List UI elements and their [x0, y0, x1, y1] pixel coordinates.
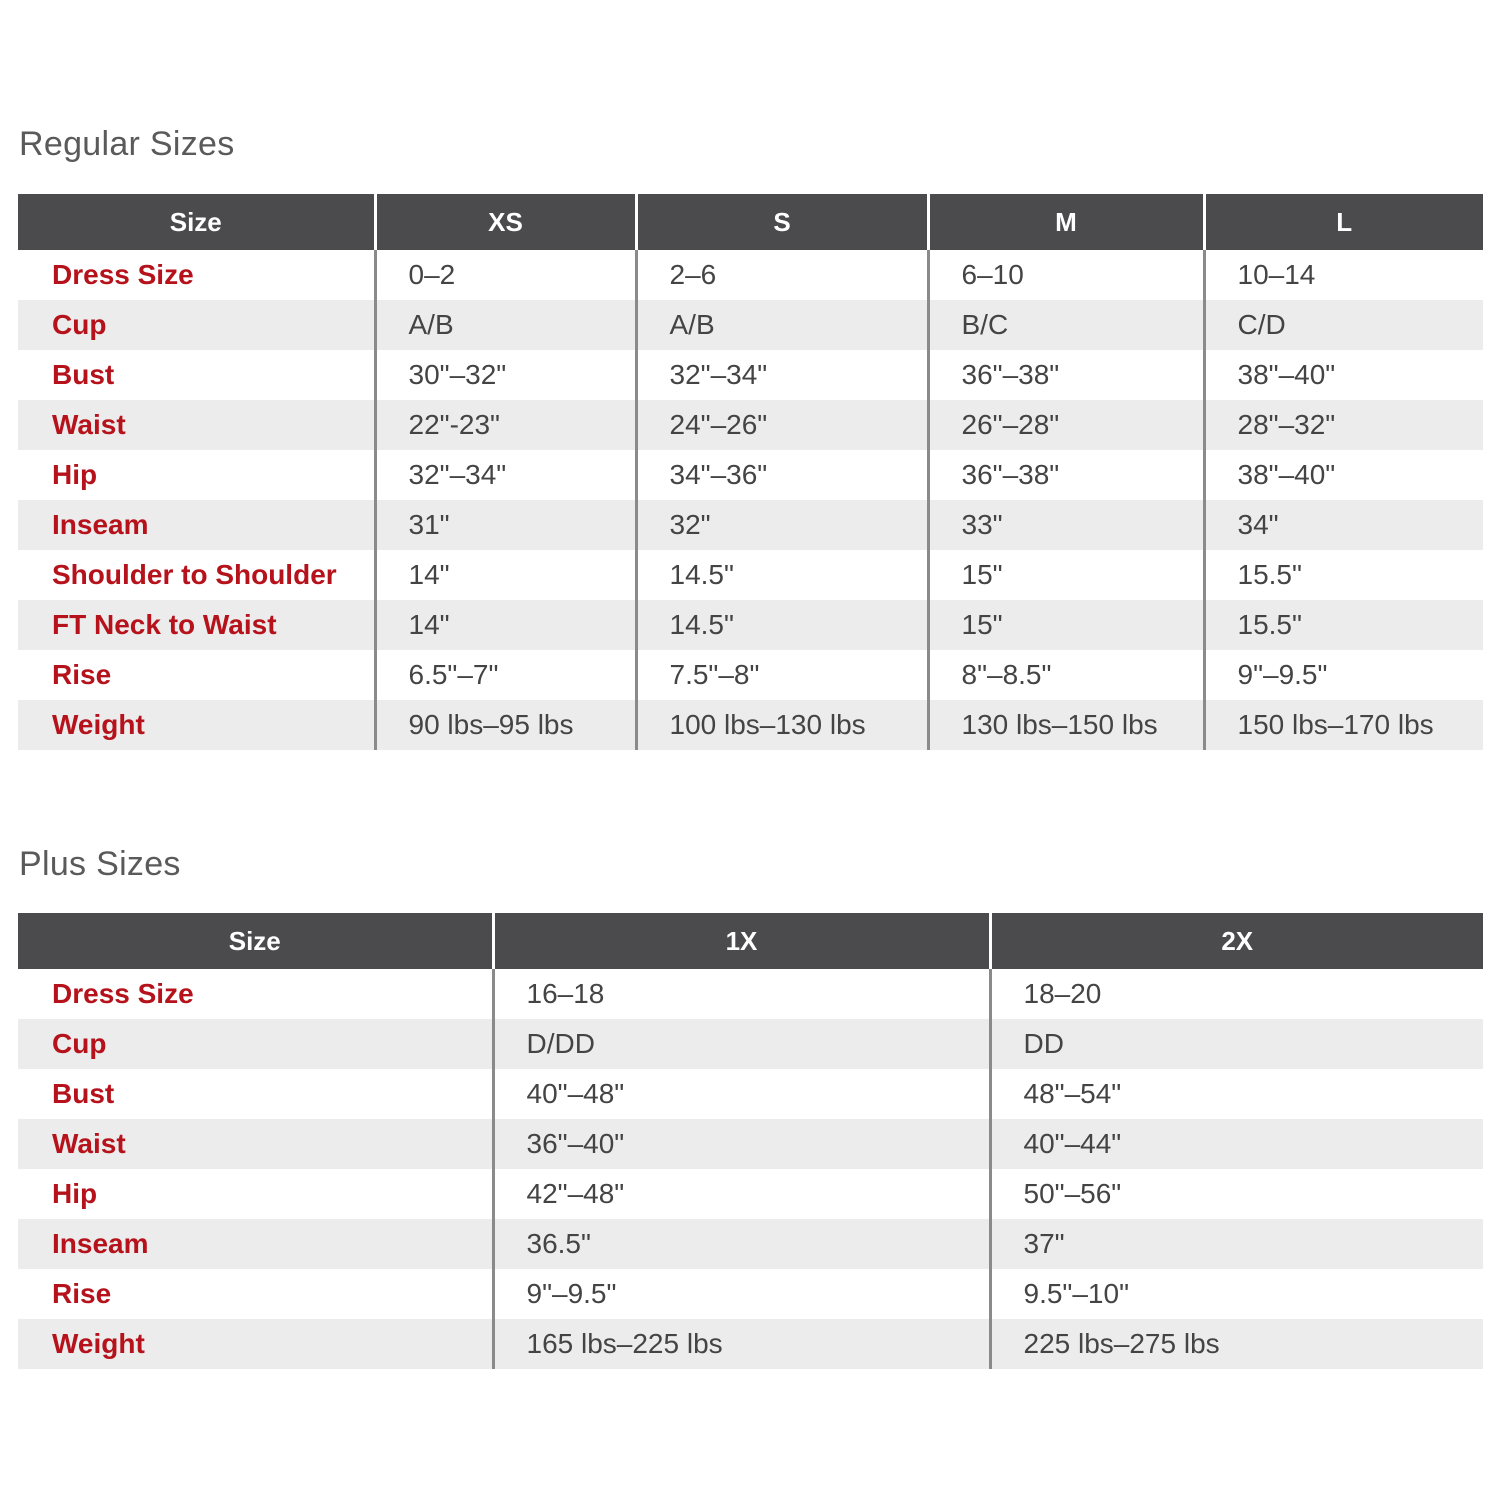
row-label: Cup: [18, 1019, 493, 1069]
table-cell: 50"–56": [990, 1169, 1483, 1219]
table-cell: 38"–40": [1204, 450, 1483, 500]
table-cell: 33": [928, 500, 1204, 550]
table-row: [18, 550, 1483, 600]
table-cell: 40"–48": [493, 1069, 990, 1119]
table-cell: 34"–36": [636, 450, 928, 500]
row-label: Bust: [18, 350, 375, 400]
table-cell: 9"–9.5": [1204, 650, 1483, 700]
column-header-size: Size: [18, 913, 493, 969]
table-cell: 14.5": [636, 600, 928, 650]
table-row: [18, 1069, 1483, 1119]
table-row: [18, 300, 1483, 350]
table-cell: 7.5"–8": [636, 650, 928, 700]
table-cell: 24"–26": [636, 400, 928, 450]
table-row: [18, 1319, 1483, 1369]
row-label: Waist: [18, 1119, 493, 1169]
table-cell: 130 lbs–150 lbs: [928, 700, 1204, 750]
row-label: Weight: [18, 1319, 493, 1369]
table-row: [18, 969, 1483, 1019]
regular-sizes-table: [18, 194, 1483, 750]
table-row: [18, 1219, 1483, 1269]
table-cell: 32"–34": [636, 350, 928, 400]
column-header-2x: 2X: [990, 913, 1483, 969]
row-label: FT Neck to Waist: [18, 600, 375, 650]
table-row: [18, 600, 1483, 650]
row-label: Cup: [18, 300, 375, 350]
table-row: [18, 250, 1483, 300]
table-cell: 6.5"–7": [375, 650, 636, 700]
row-label: Hip: [18, 450, 375, 500]
table-cell: B/C: [928, 300, 1204, 350]
table-row: [18, 1269, 1483, 1319]
table-cell: 8"–8.5": [928, 650, 1204, 700]
regular-sizes-title: Regular Sizes: [19, 125, 235, 163]
table-cell: 0–2: [375, 250, 636, 300]
table-cell: 9"–9.5": [493, 1269, 990, 1319]
row-label: Dress Size: [18, 250, 375, 300]
table-row: [18, 500, 1483, 550]
table-cell: 14": [375, 550, 636, 600]
table-cell: 16–18: [493, 969, 990, 1019]
row-label: Hip: [18, 1169, 493, 1219]
table-row: [18, 1169, 1483, 1219]
table-row: [18, 450, 1483, 500]
table-row: [18, 400, 1483, 450]
column-header-xs: XS: [375, 194, 636, 250]
table-cell: 9.5"–10": [990, 1269, 1483, 1319]
table-cell: 10–14: [1204, 250, 1483, 300]
plus-sizes-title: Plus Sizes: [19, 845, 181, 883]
row-label: Shoulder to Shoulder: [18, 550, 375, 600]
column-header-1x: 1X: [493, 913, 990, 969]
table-cell: 150 lbs–170 lbs: [1204, 700, 1483, 750]
table-cell: 38"–40": [1204, 350, 1483, 400]
table-cell: 36.5": [493, 1219, 990, 1269]
table-cell: 28"–32": [1204, 400, 1483, 450]
row-label: Rise: [18, 1269, 493, 1319]
table-cell: 14": [375, 600, 636, 650]
table-cell: 165 lbs–225 lbs: [493, 1319, 990, 1369]
row-label: Waist: [18, 400, 375, 450]
column-header-size: Size: [18, 194, 375, 250]
table-cell: 14.5": [636, 550, 928, 600]
table-cell: 32"–34": [375, 450, 636, 500]
table-cell: 40"–44": [990, 1119, 1483, 1169]
table-row: [18, 1119, 1483, 1169]
row-label: Inseam: [18, 1219, 493, 1269]
table-cell: 15": [928, 600, 1204, 650]
table-cell: 37": [990, 1219, 1483, 1269]
table-cell: 15.5": [1204, 600, 1483, 650]
table-cell: 30"–32": [375, 350, 636, 400]
row-label: Dress Size: [18, 969, 493, 1019]
table-header-row: [18, 913, 1483, 969]
row-label: Rise: [18, 650, 375, 700]
column-header-s: S: [636, 194, 928, 250]
table-cell: 18–20: [990, 969, 1483, 1019]
plus-sizes-table: [18, 913, 1483, 1369]
table-cell: 36"–38": [928, 450, 1204, 500]
table-cell: A/B: [375, 300, 636, 350]
table-cell: DD: [990, 1019, 1483, 1069]
table-cell: A/B: [636, 300, 928, 350]
table-cell: 32": [636, 500, 928, 550]
table-header-row: [18, 194, 1483, 250]
row-label: Bust: [18, 1069, 493, 1119]
table-cell: D/DD: [493, 1019, 990, 1069]
table-cell: 36"–40": [493, 1119, 990, 1169]
column-header-l: L: [1204, 194, 1483, 250]
table-row: [18, 1019, 1483, 1069]
table-cell: 34": [1204, 500, 1483, 550]
table-cell: 15": [928, 550, 1204, 600]
table-row: [18, 700, 1483, 750]
table-cell: 225 lbs–275 lbs: [990, 1319, 1483, 1369]
table-cell: 100 lbs–130 lbs: [636, 700, 928, 750]
table-row: [18, 650, 1483, 700]
table-cell: 15.5": [1204, 550, 1483, 600]
row-label: Weight: [18, 700, 375, 750]
table-cell: 31": [375, 500, 636, 550]
row-label: Inseam: [18, 500, 375, 550]
column-header-m: M: [928, 194, 1204, 250]
table-cell: C/D: [1204, 300, 1483, 350]
table-cell: 26"–28": [928, 400, 1204, 450]
table-cell: 42"–48": [493, 1169, 990, 1219]
table-cell: 22"-23": [375, 400, 636, 450]
table-cell: 90 lbs–95 lbs: [375, 700, 636, 750]
table-row: [18, 350, 1483, 400]
table-cell: 6–10: [928, 250, 1204, 300]
table-cell: 36"–38": [928, 350, 1204, 400]
table-cell: 48"–54": [990, 1069, 1483, 1119]
table-cell: 2–6: [636, 250, 928, 300]
